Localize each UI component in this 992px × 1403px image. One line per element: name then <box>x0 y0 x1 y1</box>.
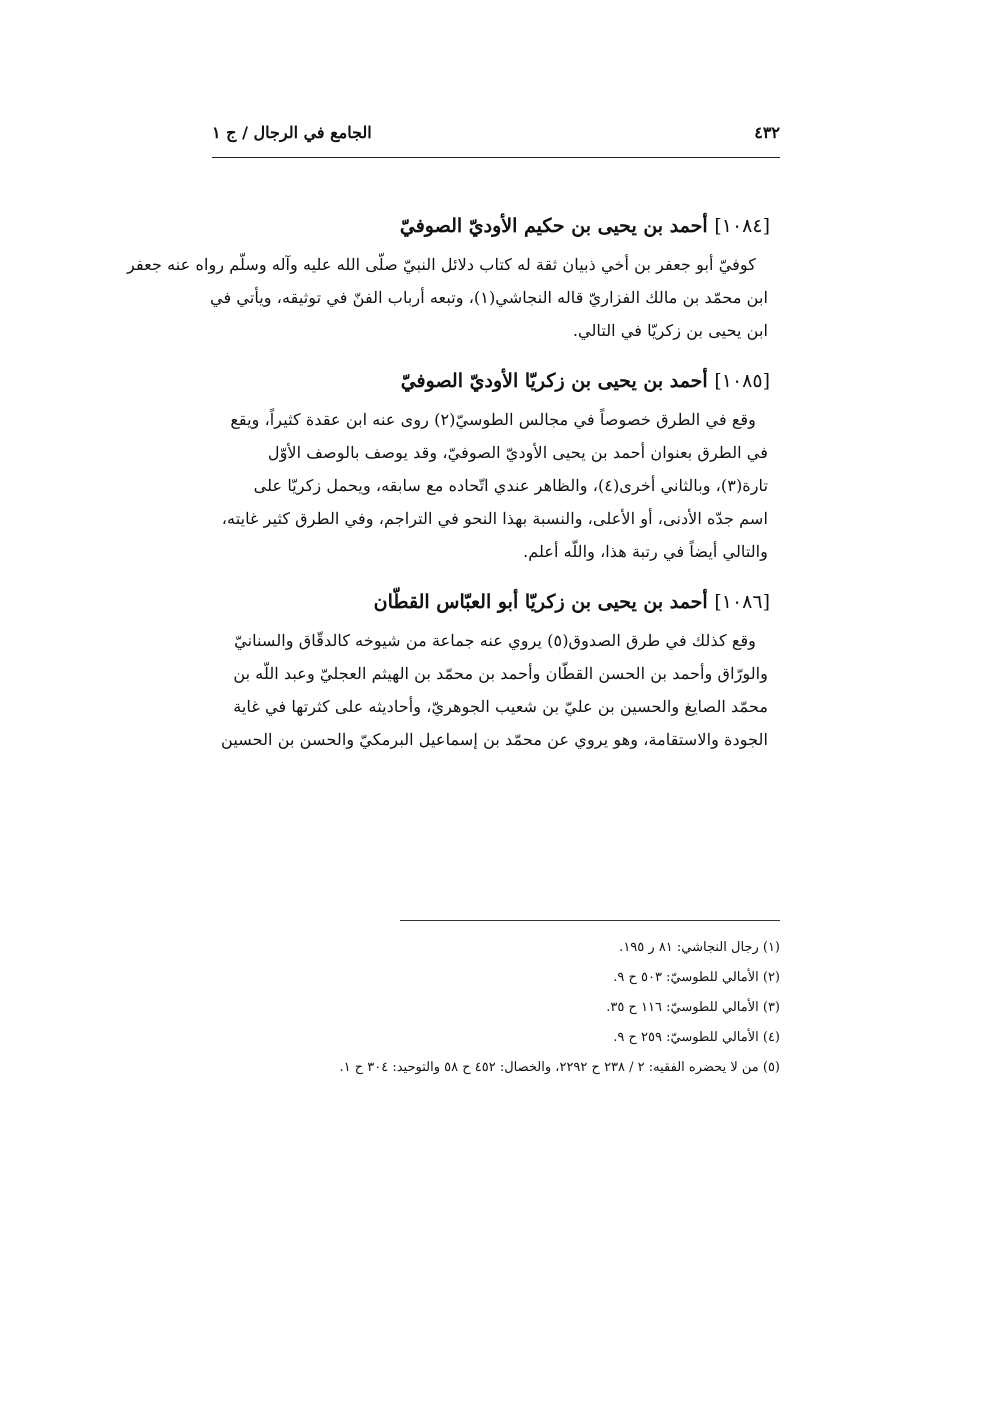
text-line: في الطرق بعنوان أحمد بن يحيى الأوديّ الصوفيّ، وقد يوصف بالوصف الأوّل <box>267 443 768 462</box>
footnote-1: (١) رجال النجاشي: ٨١ ر ١٩٥. <box>619 940 780 955</box>
text-line: تارة(٣)، وبالثاني أخرى(٤)، والظاهر عندي اتّحاده مع سابقه، ويحمل زكريّا على <box>253 476 768 495</box>
entry-title-1084 <box>212 210 770 242</box>
entry-title-1086 <box>212 586 770 618</box>
text-line: محمّد الصايغ والحسين بن عليّ بن شعيب الجوهريّ، وأحاديثه على كثرتها في غاية <box>233 697 768 716</box>
text-line: والتالي أيضاً في رتبة هذا، واللّه أعلم. <box>523 542 768 561</box>
text-line: ابن محمّد بن مالك الفزاريّ قاله النجاشي(١)، وتبعه أرباب الفنّ في توثيقه، ويأتي في <box>209 288 768 307</box>
header-divider <box>212 157 780 158</box>
footnote-divider <box>400 920 780 921</box>
text-line: كوفيّ أبو جعفر بن أخي ذبيان ثقة له كتاب دلائل النبيّ صلّى الله عليه وآله وسلّم رواه عنه جعفر <box>127 255 756 274</box>
text-line: ابن يحيى بن زكريّا في التالي. <box>572 321 768 340</box>
entry-number: [١٠٨٥] <box>714 370 770 392</box>
footnote-2: (٢) الأمالي للطوسيّ: ٥٠٣ ح ٩. <box>613 970 780 985</box>
entry-body-1085 <box>212 403 780 568</box>
entry-name: أحمد بن يحيى بن زكريّا أبو العبّاس القطّان <box>373 591 708 613</box>
entry-name: أحمد بن يحيى بن زكريّا الأوديّ الصوفيّ <box>400 370 708 392</box>
entry-title-1085 <box>212 365 770 397</box>
text-line: وقع في الطرق خصوصاً في مجالس الطوسيّ(٢) روى عنه ابن عقدة كثيراً، ويقع <box>230 410 756 429</box>
footnote-5: (٥) من لا يحضره الفقيه: ٢ / ٢٣٨ ح ٢٢٩٢، والخصال: ٤٥٢ ح ٥٨ والتوحيد: ٣٠٤ ح ١. <box>339 1060 780 1075</box>
entry-number: [١٠٨٦] <box>714 591 770 613</box>
text-line: وقع كذلك في طرق الصدوق(٥) يروي عنه جماعة من شيوخه كالدقّاق والسنانيّ <box>234 631 756 650</box>
entry-body-1084 <box>127 248 780 347</box>
page-header <box>212 123 780 153</box>
text-line: الجودة والاستقامة، وهو يروي عن محمّد بن إسماعيل البرمكيّ والحسن بن الحسين <box>221 730 768 749</box>
main-text <box>127 210 780 774</box>
page-number: ٤٣٢ <box>754 123 780 142</box>
entry-number: [١٠٨٤] <box>714 215 770 237</box>
entry-name: أحمد بن يحيى بن حكيم الأوديّ الصوفيّ <box>399 215 708 237</box>
text-line: والورّاق وأحمد بن الحسن القطّان وأحمد بن محمّد بن الهيثم العجليّ وعبد اللّه بن <box>233 664 768 683</box>
footnote-3: (٣) الأمالي للطوسيّ: ١١٦ ح ٣٥. <box>606 1000 780 1015</box>
entry-body-1086 <box>212 624 780 756</box>
footnote-4: (٤) الأمالي للطوسيّ: ٢٥٩ ح ٩. <box>613 1030 780 1045</box>
footnotes <box>212 933 780 1083</box>
text-line: اسم جدّه الأدنى، أو الأعلى، والنسبة بهذا النحو في التراجم، وفي الطرق كثير غايته، <box>221 509 768 528</box>
running-title: الجامع في الرجال / ج ١ <box>212 123 372 142</box>
